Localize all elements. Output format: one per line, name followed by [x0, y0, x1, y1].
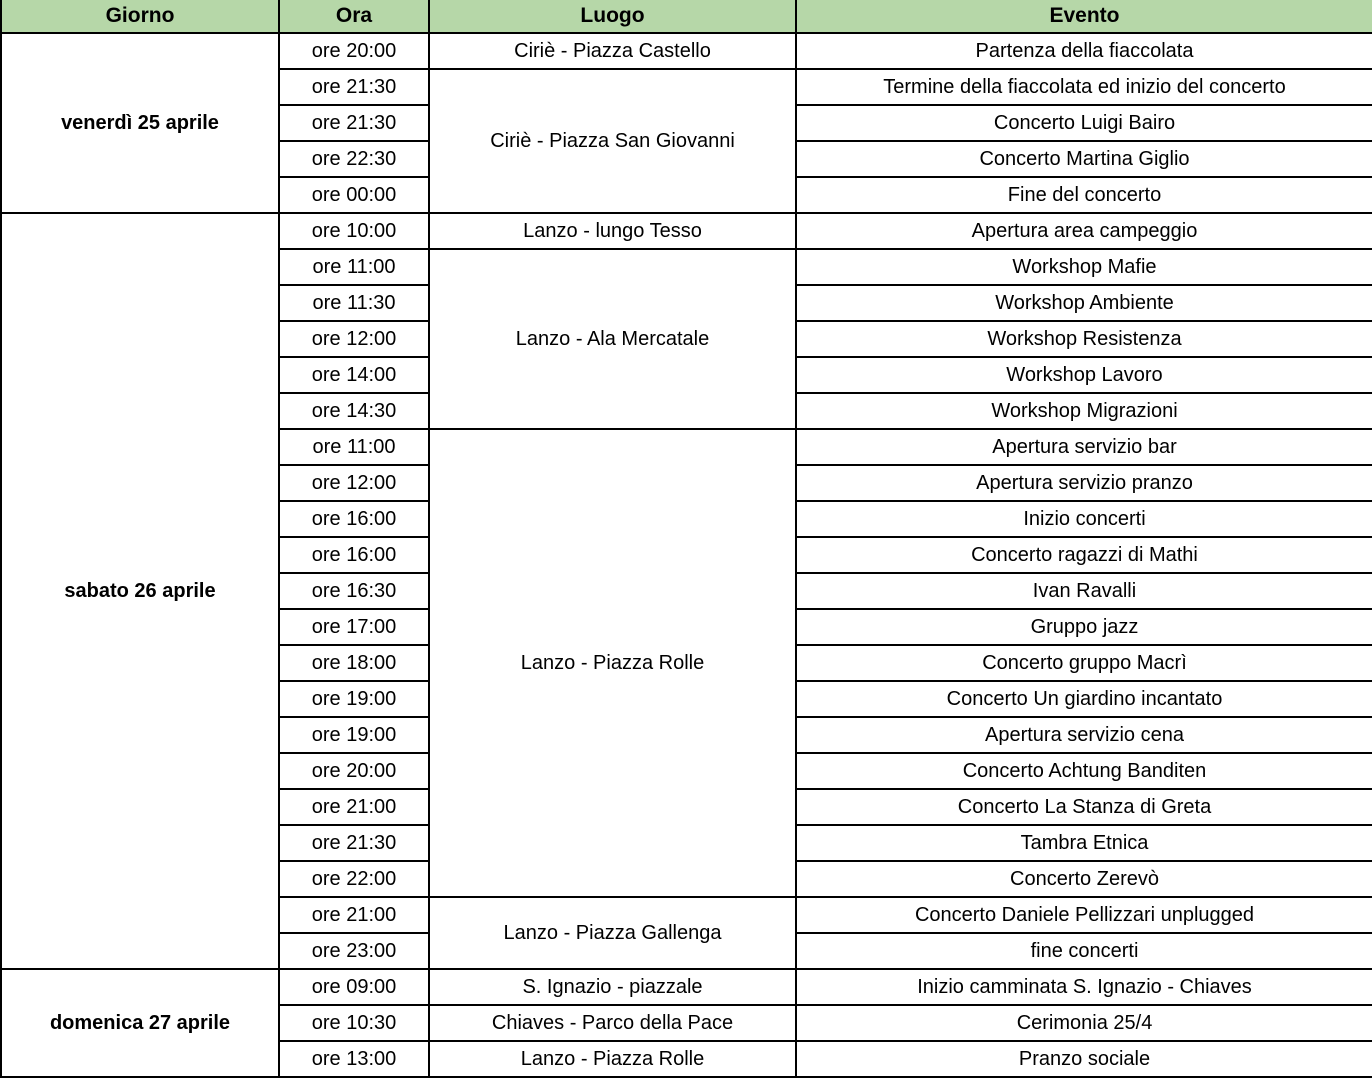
location-cell: S. Ignazio - piazzale — [429, 969, 796, 1005]
time-cell: ore 21:00 — [279, 789, 429, 825]
column-header-ora: Ora — [279, 0, 429, 33]
time-cell: ore 22:30 — [279, 141, 429, 177]
event-cell: Apertura servizio bar — [796, 429, 1372, 465]
time-cell: ore 23:00 — [279, 933, 429, 969]
event-cell: Concerto Un giardino incantato — [796, 681, 1372, 717]
event-cell: Termine della fiaccolata ed inizio del concerto — [796, 69, 1372, 105]
event-cell: Cerimonia 25/4 — [796, 1005, 1372, 1041]
event-cell: Concerto Luigi Bairo — [796, 105, 1372, 141]
time-cell: ore 18:00 — [279, 645, 429, 681]
time-cell: ore 11:00 — [279, 429, 429, 465]
event-cell: Workshop Lavoro — [796, 357, 1372, 393]
time-cell: ore 11:00 — [279, 249, 429, 285]
header-row — [1, 0, 1372, 33]
time-cell: ore 12:00 — [279, 321, 429, 357]
time-cell: ore 17:00 — [279, 609, 429, 645]
time-cell: ore 13:00 — [279, 1041, 429, 1077]
event-cell: Tambra Etnica — [796, 825, 1372, 861]
column-header-giorno: Giorno — [1, 0, 279, 33]
event-cell: fine concerti — [796, 933, 1372, 969]
event-cell: Workshop Migrazioni — [796, 393, 1372, 429]
location-cell: Lanzo - Piazza Rolle — [429, 1041, 796, 1077]
time-cell: ore 21:30 — [279, 105, 429, 141]
location-cell: Lanzo - lungo Tesso — [429, 213, 796, 249]
time-cell: ore 19:00 — [279, 681, 429, 717]
time-cell: ore 16:00 — [279, 501, 429, 537]
location-cell: Lanzo - Piazza Gallenga — [429, 897, 796, 969]
time-cell: ore 19:00 — [279, 717, 429, 753]
time-cell: ore 00:00 — [279, 177, 429, 213]
time-cell: ore 20:00 — [279, 33, 429, 69]
location-cell: Lanzo - Ala Mercatale — [429, 249, 796, 429]
location-cell: Lanzo - Piazza Rolle — [429, 429, 796, 897]
time-cell: ore 16:00 — [279, 537, 429, 573]
event-cell: Concerto gruppo Macrì — [796, 645, 1372, 681]
table-row — [1, 33, 1372, 69]
event-cell: Concerto Achtung Banditen — [796, 753, 1372, 789]
time-cell: ore 21:00 — [279, 897, 429, 933]
day-cell: venerdì 25 aprile — [1, 33, 279, 213]
event-cell: Workshop Mafie — [796, 249, 1372, 285]
event-cell: Inizio concerti — [796, 501, 1372, 537]
time-cell: ore 10:00 — [279, 213, 429, 249]
location-cell: Ciriè - Piazza Castello — [429, 33, 796, 69]
location-cell: Chiaves - Parco della Pace — [429, 1005, 796, 1041]
time-cell: ore 20:00 — [279, 753, 429, 789]
event-cell: Concerto Zerevò — [796, 861, 1372, 897]
time-cell: ore 10:30 — [279, 1005, 429, 1041]
event-cell: Concerto ragazzi di Mathi — [796, 537, 1372, 573]
event-cell: Workshop Ambiente — [796, 285, 1372, 321]
event-cell: Ivan Ravalli — [796, 573, 1372, 609]
time-cell: ore 12:00 — [279, 465, 429, 501]
event-cell: Workshop Resistenza — [796, 321, 1372, 357]
table-row — [1, 213, 1372, 249]
event-cell: Concerto Daniele Pellizzari unplugged — [796, 897, 1372, 933]
time-cell: ore 14:30 — [279, 393, 429, 429]
event-cell: Pranzo sociale — [796, 1041, 1372, 1077]
time-cell: ore 09:00 — [279, 969, 429, 1005]
column-header-luogo: Luogo — [429, 0, 796, 33]
day-cell: domenica 27 aprile — [1, 969, 279, 1077]
event-cell: Fine del concerto — [796, 177, 1372, 213]
day-cell: sabato 26 aprile — [1, 213, 279, 969]
event-cell: Apertura servizio pranzo — [796, 465, 1372, 501]
event-cell: Gruppo jazz — [796, 609, 1372, 645]
event-cell: Apertura servizio cena — [796, 717, 1372, 753]
time-cell: ore 11:30 — [279, 285, 429, 321]
time-cell: ore 21:30 — [279, 69, 429, 105]
event-cell: Apertura area campeggio — [796, 213, 1372, 249]
event-cell: Partenza della fiaccolata — [796, 33, 1372, 69]
time-cell: ore 14:00 — [279, 357, 429, 393]
event-cell: Concerto Martina Giglio — [796, 141, 1372, 177]
column-header-evento: Evento — [796, 0, 1372, 33]
time-cell: ore 22:00 — [279, 861, 429, 897]
location-cell: Ciriè - Piazza San Giovanni — [429, 69, 796, 213]
table-row — [1, 969, 1372, 1005]
time-cell: ore 16:30 — [279, 573, 429, 609]
event-cell: Inizio camminata S. Ignazio - Chiaves — [796, 969, 1372, 1005]
time-cell: ore 21:30 — [279, 825, 429, 861]
event-cell: Concerto La Stanza di Greta — [796, 789, 1372, 825]
